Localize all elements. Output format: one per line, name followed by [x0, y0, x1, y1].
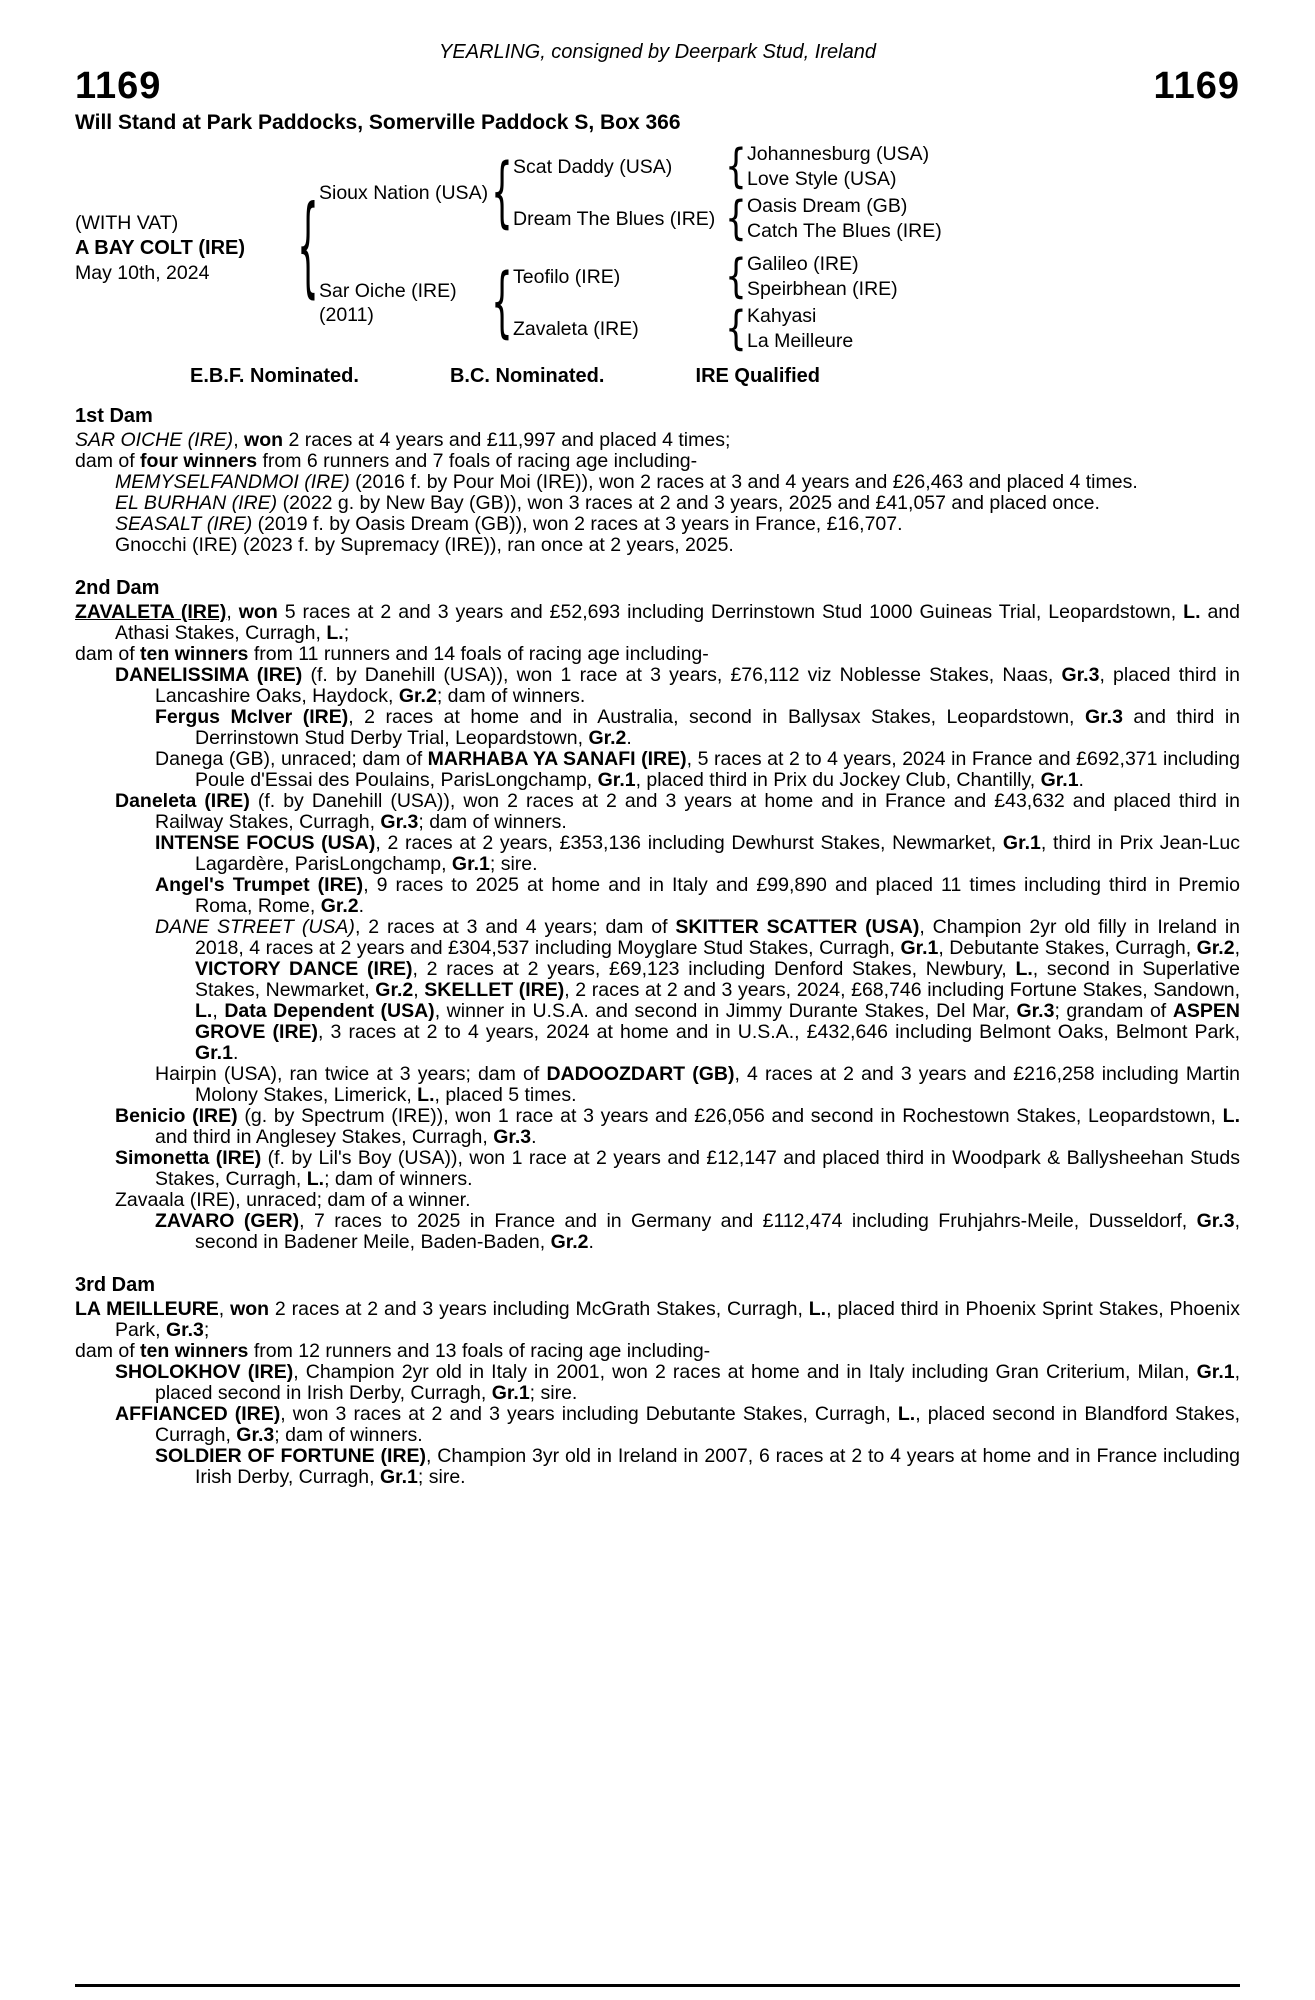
- great-grandparents: [747, 252, 898, 302]
- text-run: ASPEN GROVE (IRE): [195, 1000, 1240, 1043]
- text-run: ,: [233, 429, 245, 451]
- text-run: , Champion 2yr old in Italy in 2001, won 2 races at home and in Italy including Gran Criterium, Milan,: [293, 1361, 1197, 1383]
- text-run: .: [232, 1042, 239, 1064]
- text-run: Gr.3: [380, 811, 419, 833]
- text-run: L.: [326, 622, 344, 644]
- pedigree-paragraph: [75, 514, 1240, 535]
- consignor-line: YEARLING, consigned by Deerpark Stud, Ireland: [439, 41, 876, 63]
- text-run: Gr.2: [320, 895, 359, 917]
- pedigree-paragraph: [75, 1362, 1240, 1404]
- text-run: SOLDIER OF FORTUNE (IRE): [155, 1445, 427, 1467]
- text-run: EL BURHAN (IRE): [115, 492, 278, 514]
- text-run: L.: [897, 1403, 916, 1425]
- text-run: 2 races at 4 years and £11,997 and placed 4 times;: [283, 429, 731, 451]
- text-run: , Champion 2yr old filly in Ireland in 2018, 4 races at 2 years and £304,537 including Moyglare Stud Stakes, Curragh,: [195, 916, 1240, 959]
- text-run: , 4 races at 2 and 3 years and £216,258 including Martin Molony Stakes, Limerick,: [195, 1063, 1240, 1106]
- text-run: ;: [203, 1319, 210, 1341]
- text-run: L.: [306, 1168, 325, 1190]
- pedigree-paragraph: [75, 665, 1240, 707]
- text-run: Gr.1: [379, 1466, 418, 1488]
- text-run: won: [230, 1298, 270, 1320]
- dam-section: [75, 1275, 1240, 1488]
- ggp-name: Catch The Blues (IRE): [747, 220, 942, 242]
- text-run: , placed 5 times.: [434, 1084, 577, 1106]
- text-run: Gr.2: [1196, 937, 1235, 959]
- text-run: Gr.2: [550, 1231, 589, 1253]
- dam-section: [75, 406, 1240, 556]
- text-run: L.: [1222, 1105, 1240, 1127]
- pedigree-paragraph: [75, 430, 1240, 451]
- sire-dam-name: Dream The Blues (IRE): [513, 208, 716, 230]
- text-run: ten winners: [140, 1340, 249, 1362]
- pedigree-brace-icon: {: [491, 148, 513, 238]
- text-run: ,: [413, 979, 425, 1001]
- text-run: , second in Badener Meile, Baden-Baden,: [195, 1210, 1240, 1253]
- text-run: MARHABA YA SANAFI (IRE): [427, 748, 687, 770]
- dam-grandparents: [513, 252, 898, 354]
- sire-grandparents: [513, 142, 942, 244]
- text-run: Gr.2: [588, 727, 627, 749]
- text-run: , Debutante Stakes, Curragh,: [938, 937, 1197, 959]
- nominations-row: [75, 364, 820, 388]
- text-run: , second in Superlative Stakes, Newmarket,: [195, 958, 1240, 1001]
- text-run: ; dam of winners.: [418, 811, 567, 833]
- text-run: SAR OICHE (IRE): [75, 429, 234, 451]
- text-run: L.: [417, 1084, 435, 1106]
- text-run: ; sire.: [489, 853, 538, 875]
- pedigree-paragraph: [75, 1446, 1240, 1488]
- dam-section-heading: 1st Dam: [75, 405, 153, 427]
- text-run: LA MEILLEURE: [75, 1298, 219, 1320]
- dam-section-heading: 2nd Dam: [75, 577, 160, 599]
- text-run: Gr.1: [1002, 832, 1041, 854]
- pedigree-paragraph: [75, 1341, 1240, 1362]
- ggp-name: Love Style (USA): [747, 168, 897, 190]
- text-run: four winners: [140, 450, 258, 472]
- pedigree-paragraph: [75, 875, 1240, 917]
- text-run: Hairpin (USA), ran twice at 3 years; dam of: [155, 1063, 547, 1085]
- text-run: L.: [195, 1000, 213, 1022]
- text-run: Gr.3: [236, 1424, 275, 1446]
- lot-number-row: [75, 66, 1240, 106]
- text-run: , 2 races at 2 years, £353,136 including Dewhurst Stakes, Newmarket,: [375, 832, 1003, 854]
- text-run: Gr.3: [1016, 1000, 1055, 1022]
- text-run: dam of: [75, 643, 141, 665]
- text-run: (2016 f. by Pour Moi (IRE)), won 2 races at 3 and 4 years and £26,463 and placed 4 times.: [349, 471, 1138, 493]
- pedigree-brace-icon: {: [725, 192, 747, 246]
- text-run: ; grandam of: [1054, 1000, 1173, 1022]
- page-bottom-rule: [75, 1984, 1240, 1987]
- ggp-name: Johannesburg (USA): [747, 143, 930, 165]
- text-run: SKELLET (IRE): [424, 979, 565, 1001]
- text-run: ; dam of winners.: [274, 1424, 423, 1446]
- text-run: L.: [1015, 958, 1033, 980]
- text-run: Gr.3: [1061, 664, 1100, 686]
- pedigree-paragraph: [75, 1404, 1240, 1446]
- text-run: .: [588, 1231, 594, 1253]
- text-run: Benicio (IRE): [115, 1105, 238, 1127]
- text-run: INTENSE FOCUS (USA): [155, 832, 376, 854]
- text-run: DADOOZDART (GB): [546, 1063, 735, 1085]
- pedigree-paragraph: [75, 1299, 1240, 1341]
- text-run: Gr.1: [900, 937, 939, 959]
- text-run: (g. by Spectrum (IRE)), won 1 race at 3 years and £26,056 and second in Rochestown Stakes, Leopardstown,: [237, 1105, 1223, 1127]
- text-run: ,: [226, 601, 239, 623]
- ggp-name: Oasis Dream (GB): [747, 195, 908, 217]
- pedigree-paragraph: [75, 472, 1240, 493]
- text-run: .: [626, 727, 632, 749]
- text-run: from 6 runners and 7 foals of racing age including-: [257, 450, 698, 472]
- great-grandparents: [747, 194, 942, 244]
- text-run: won: [244, 429, 284, 451]
- lot-number-left: 1169: [75, 65, 162, 107]
- text-run: Gr.2: [375, 979, 414, 1001]
- text-run: (f. by Lil's Boy (USA)), won 1 race at 2 years and £12,147 and placed third in Woodpark & Ballysheehan Studs Stakes, Curragh,: [155, 1147, 1240, 1190]
- text-run: DANE STREET (USA): [155, 916, 355, 938]
- pedigree-tree: [75, 142, 1240, 354]
- text-run: Gr.1: [1196, 1361, 1235, 1383]
- dam-sections: [75, 406, 1240, 1488]
- text-run: ZAVARO (GER): [155, 1210, 300, 1232]
- text-run: Gr.2: [398, 685, 437, 707]
- dam-dam-name: Zavaleta (IRE): [513, 318, 639, 340]
- sire-dam-block: [513, 194, 942, 244]
- pedigree-paragraph: [75, 749, 1240, 791]
- stand-location-line: Will Stand at Park Paddocks, Somerville Paddock S, Box 366: [75, 111, 681, 134]
- text-run: Gr.3: [1196, 1210, 1235, 1232]
- text-run: Fergus McIver (IRE): [155, 706, 349, 728]
- dam-name-block: [319, 279, 491, 327]
- text-run: , placed third in Prix du Jockey Club, Chantilly,: [635, 769, 1041, 791]
- text-run: Zavaala (IRE), unraced; dam of a winner.: [115, 1189, 471, 1211]
- pedigree-paragraph: [75, 644, 1240, 665]
- dam-section: [75, 578, 1240, 1253]
- text-run: ,: [212, 1000, 225, 1022]
- dam-year: (2011): [319, 304, 374, 326]
- text-run: (f. by Danehill (USA)), won 2 races at 2 and 3 years at home and in France and £43,632 and placed third in Railway Stakes, Curragh,: [155, 790, 1240, 833]
- text-run: dam of: [75, 450, 141, 472]
- text-run: won: [238, 601, 278, 623]
- text-run: ten winners: [140, 643, 249, 665]
- pedigree-paragraph: [75, 493, 1240, 514]
- text-run: .: [1078, 769, 1084, 791]
- text-run: ; dam of winners.: [436, 685, 586, 707]
- ebf-nominated-label: E.B.F. Nominated.: [190, 365, 359, 387]
- text-run: SHOLOKHOV (IRE): [115, 1361, 294, 1383]
- sire-block: [319, 142, 942, 244]
- text-run: Data Dependent (USA): [224, 1000, 435, 1022]
- bc-nominated-label: B.C. Nominated.: [449, 365, 605, 387]
- text-run: , third in Prix Jean-Luc Lagardère, ParisLongchamp,: [195, 832, 1240, 875]
- text-run: from 12 runners and 13 foals of racing age including-: [248, 1340, 711, 1362]
- text-run: dam of: [75, 1340, 141, 1362]
- text-run: , placed second in Irish Derby, Curragh,: [155, 1361, 1241, 1404]
- pedigree-paragraph: [75, 1148, 1240, 1190]
- text-run: ; sire.: [417, 1466, 466, 1488]
- pedigree-paragraph: [75, 707, 1240, 749]
- text-run: L.: [808, 1298, 827, 1320]
- lot-number-right: 1169: [1153, 65, 1240, 107]
- ggp-name: Speirbhean (IRE): [747, 278, 898, 300]
- vat-note: (WITH VAT): [75, 211, 179, 234]
- parents-column: [319, 142, 942, 354]
- dam-dam-block: [513, 304, 898, 354]
- text-run: .: [358, 895, 365, 917]
- text-run: AFFIANCED (IRE): [115, 1403, 281, 1425]
- text-run: ; sire.: [529, 1382, 578, 1404]
- ggp-name: Galileo (IRE): [747, 253, 859, 275]
- text-run: MEMYSELFANDMOI (IRE): [115, 471, 350, 493]
- sire-name: Sioux Nation (USA): [319, 182, 489, 204]
- text-run: and Athasi Stakes, Curragh,: [115, 601, 1240, 644]
- text-run: Simonetta (IRE): [115, 1147, 262, 1169]
- pedigree-paragraph: [75, 1190, 1240, 1211]
- text-run: 5 races at 2 and 3 years and £52,693 including Derrinstown Stud 1000 Guineas Trial, Leopardstown,: [277, 601, 1184, 623]
- text-run: , 2 races at 2 and 3 years, 2024, £68,746 including Fortune Stakes, Sandown,: [564, 979, 1241, 1001]
- text-run: L.: [1183, 601, 1201, 623]
- text-run: (f. by Danehill (USA)), won 1 race at 3 years, £76,112 viz Noblesse Stakes, Naas,: [302, 664, 1062, 686]
- text-run: Angel's Trumpet (IRE): [155, 874, 364, 896]
- text-run: , 2 races at 3 and 4 years; dam of: [354, 916, 676, 938]
- text-run: , 9 races to 2025 at home and in Italy and £99,890 and placed 11 times including third in Premio Roma, Rome,: [195, 874, 1241, 917]
- text-run: from 11 runners and 14 foals of racing age including-: [248, 643, 709, 665]
- text-run: , won 3 races at 2 and 3 years including Debutante Stakes, Curragh,: [280, 1403, 898, 1425]
- great-grandparents: [747, 304, 853, 354]
- great-grandparents: [747, 142, 929, 192]
- text-run: , winner in U.S.A. and second in Jimmy Durante Stakes, Del Mar,: [434, 1000, 1017, 1022]
- colt-name: A BAY COLT (IRE): [75, 236, 246, 259]
- text-run: , 5 races at 2 to 4 years, 2024 in France and £692,371 including Poule d'Essai des Poulains, ParisLongchamp,: [195, 748, 1240, 791]
- text-run: ; dam of winners.: [324, 1168, 473, 1190]
- ggp-name: La Meilleure: [747, 330, 854, 352]
- text-run: , placed second in Blandford Stakes, Curragh,: [155, 1403, 1240, 1446]
- text-run: , placed third in Phoenix Sprint Stakes, Phoenix Park,: [115, 1298, 1240, 1341]
- pedigree-paragraph: [75, 602, 1240, 644]
- text-run: , 2 races at home and in Australia, second in Ballysax Stakes, Leopardstown,: [348, 706, 1085, 728]
- text-run: SEASALT (IRE): [115, 513, 253, 535]
- text-run: , Champion 3yr old in Ireland in 2007, 6 races at 2 to 4 years at home and in France including Irish Derby, Curragh,: [195, 1445, 1240, 1488]
- text-run: VICTORY DANCE (IRE): [195, 958, 413, 980]
- text-run: Gr.1: [1040, 769, 1079, 791]
- text-run: ;: [343, 622, 350, 644]
- text-run: ,: [1234, 937, 1240, 959]
- dam-name: Sar Oiche (IRE): [319, 280, 457, 302]
- text-run: .: [531, 1126, 537, 1148]
- sire-sire-name: Scat Daddy (USA): [513, 156, 673, 178]
- text-run: Daneleta (IRE): [115, 790, 250, 812]
- pedigree-paragraph: [75, 535, 1240, 556]
- text-run: , 7 races to 2025 in France and in Germany and £112,474 including Fruhjahrs-Meile, Dusseldorf,: [299, 1210, 1197, 1232]
- text-run: and third in Derrinstown Stud Derby Trial, Leopardstown,: [195, 706, 1240, 749]
- text-run: (2019 f. by Oasis Dream (GB)), won 2 races at 3 years in France, £16,707.: [252, 513, 903, 535]
- text-run: Gr.1: [451, 853, 490, 875]
- text-run: , 3 races at 2 to 4 years, 2024 at home and in U.S.A., £432,646 including Belmont Oaks, Belmont Park,: [318, 1021, 1240, 1043]
- pedigree-brace-icon: {: [297, 184, 319, 312]
- text-run: , placed third in Lancashire Oaks, Haydock,: [155, 664, 1240, 707]
- text-run: ,: [218, 1298, 231, 1320]
- pedigree-paragraph: [75, 791, 1240, 833]
- text-run: Gr.3: [493, 1126, 532, 1148]
- text-run: Gr.3: [1084, 706, 1123, 728]
- dam-block: [319, 252, 942, 354]
- text-run: Gr.1: [491, 1382, 530, 1404]
- text-run: Gr.3: [165, 1319, 204, 1341]
- text-run: Danega (GB), unraced; dam of: [155, 748, 428, 770]
- text-run: Gr.1: [195, 1042, 233, 1064]
- foal-date: May 10th, 2024: [75, 261, 210, 284]
- pedigree-paragraph: [75, 917, 1240, 1064]
- dam-sire-name: Teofilo (IRE): [513, 266, 621, 288]
- pedigree-paragraph: [75, 833, 1240, 875]
- pedigree-brace-icon: {: [725, 302, 747, 356]
- text-run: and third in Anglesey Stakes, Curragh,: [155, 1126, 494, 1148]
- text-run: , 2 races at 2 years, £69,123 including Denford Stakes, Newbury,: [412, 958, 1016, 980]
- ire-qualified-label: IRE Qualified: [695, 365, 820, 387]
- pedigree-paragraph: [75, 451, 1240, 472]
- pedigree-brace-icon: {: [725, 250, 747, 304]
- text-run: Gr.1: [597, 769, 636, 791]
- pedigree-paragraph: [75, 1106, 1240, 1148]
- text-run: DANELISSIMA (IRE): [115, 664, 303, 686]
- pedigree-paragraph: [75, 1211, 1240, 1253]
- text-run: 2 races at 2 and 3 years including McGrath Stakes, Curragh,: [269, 1298, 809, 1320]
- text-run: Gnocchi (IRE) (2023 f. by Supremacy (IRE)), ran once at 2 years, 2025.: [115, 534, 734, 556]
- dam-sire-block: [513, 252, 898, 302]
- pedigree-brace-icon: {: [491, 258, 513, 348]
- text-run: (2022 g. by New Bay (GB)), won 3 races at 2 and 3 years, 2025 and £41,057 and placed once.: [277, 492, 1100, 514]
- text-run: ZAVALETA (IRE): [75, 601, 227, 623]
- colt-details: [75, 211, 297, 286]
- pedigree-brace-icon: {: [725, 140, 747, 194]
- sire-sire-block: [513, 142, 942, 192]
- dam-section-heading: 3rd Dam: [75, 1274, 156, 1296]
- ggp-name: Kahyasi: [747, 305, 817, 327]
- text-run: SKITTER SCATTER (USA): [675, 916, 920, 938]
- pedigree-paragraph: [75, 1064, 1240, 1106]
